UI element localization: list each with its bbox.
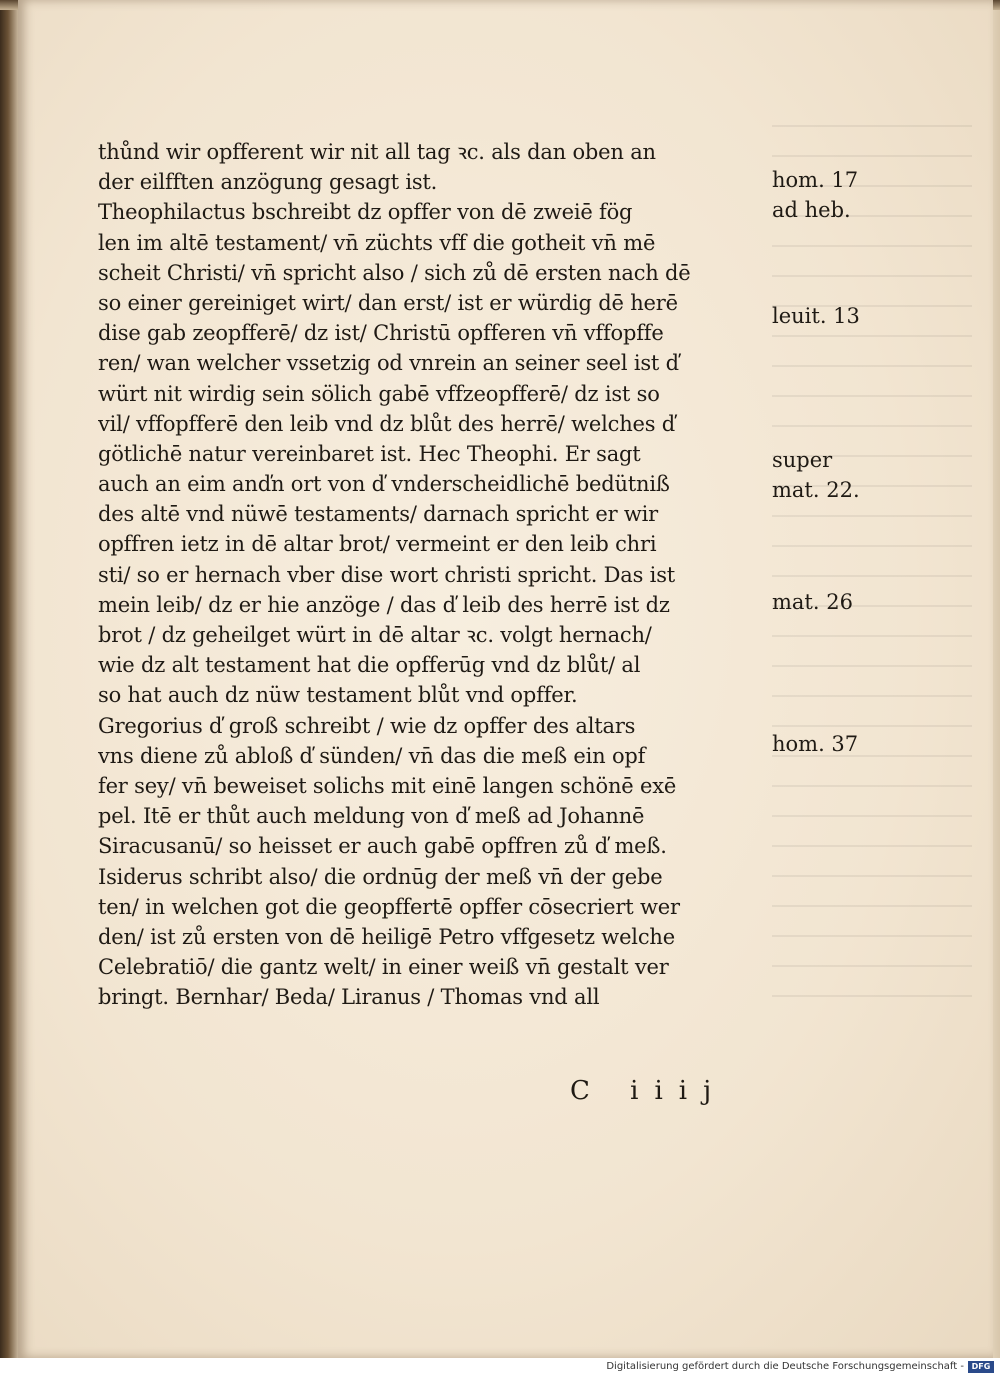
margin-note: leuit. 13 — [772, 304, 860, 328]
text-line: ren/ wan welcher vssetzig od vnrein an seiner seel ist ď — [98, 351, 679, 376]
text-line: vns diene zů abloß ď sünden/ vn̄ das die meß ein opf — [98, 743, 646, 768]
text-line: thůnd wir opfferent wir nit all tag ꝛc. als dan oben an — [98, 140, 656, 164]
text-line: so einer gereiniget wirt/ dan erst/ ist er würdig dē herē — [98, 290, 678, 315]
text-line: würt nit wirdig sein sölich gabē vffzeopfferē/ dz ist so — [98, 381, 660, 406]
text-line: brot / dz geheilget würt in dē altar ꝛc. volgt hernach/ — [98, 623, 652, 647]
body-text — [98, 137, 766, 1012]
text-line: Siracusanū/ so heisset er auch gabē opffren zů ď meß. — [98, 834, 667, 859]
footer-bar — [0, 1358, 1000, 1377]
text-line: des altē vnd nüwē testaments/ darnach spricht er wir — [98, 502, 659, 527]
text-line: vil/ vffopfferē den leib vnd dz blůt des herrē/ welches ď — [98, 411, 676, 436]
margin-note: mat. 22. — [772, 478, 860, 502]
text-line: Celebratiō/ die gantz welt/ in einer weiß vn̄ gestalt ver — [98, 955, 669, 980]
text-line: Gregorius ď groß schreibt / wie dz opffer des altars — [98, 713, 636, 738]
margin-note: mat. 26 — [772, 590, 853, 614]
text-line: götlichē natur vereinbaret ist. Hec Theophi. Er sagt — [98, 441, 641, 466]
bleed-through-text — [772, 125, 972, 1025]
text-line: mein leib/ dz er hie anzöge / das ď leib des herrē ist dz — [98, 592, 670, 617]
text-line: scheit Christi/ vn̄ spricht also / sich zů dē ersten nach dē — [98, 260, 691, 285]
text-line: ten/ in welchen got die geopffertē opffer cōsecriert wer — [98, 894, 680, 919]
text-line: Isiderus schribt also/ die ordnūg der meß vn̄ der gebe — [98, 864, 663, 889]
text-line: sti/ so er hernach vber dise wort christi spricht. Das ist — [98, 562, 676, 587]
dfg-logo: DFG — [968, 1361, 994, 1373]
margin-note: hom. 37 — [772, 732, 859, 756]
text-line: der eilfften anzögung gesagt ist. — [98, 170, 438, 195]
text-line: pel. Itē er thůt auch meldung von ď meß ad Johannē — [98, 804, 645, 829]
text-line: len im altē testament/ vn̄ züchts vff die gothеit vn̄ mē — [98, 230, 656, 255]
text-line: so hat auch dz nüw testament blůt vnd opffer. — [98, 683, 578, 708]
text-line: Theophilactus bschreibt dz opffer von dē zweiē fög — [98, 200, 633, 225]
text-line: den/ ist zů ersten von dē heiligē Petro vffgesetz welche — [98, 924, 675, 949]
margin-note: ad heb. — [772, 198, 851, 222]
footer-credit: Digitalisierung gefördert durch die Deutsche Forschungsgemeinschaft - — [606, 1361, 964, 1372]
text-line: dise gab zeopfferē/ dz ist/ Christū opfferen vn̄ vffopffe — [98, 321, 664, 346]
signature-mark: C iiij — [570, 1076, 728, 1106]
text-line: wie dz alt testament hat die opfferūg vnd dz blůt/ al — [98, 653, 641, 678]
margin-note: hom. 17 — [772, 168, 859, 192]
margin-note: super — [772, 448, 833, 472]
text-line: auch an eim anďn ort von ď vnderscheidlichē bedütniß — [98, 472, 670, 497]
text-line: bringt. Bernhar/ Beda/ Liranus / Thomas vnd all — [98, 985, 600, 1010]
text-line: fer sey/ vn̄ beweiset solichs mit einē langen schönē exē — [98, 773, 677, 798]
text-line: opffren ietz in dē altar brot/ vermeint er den leib chri — [98, 532, 657, 557]
